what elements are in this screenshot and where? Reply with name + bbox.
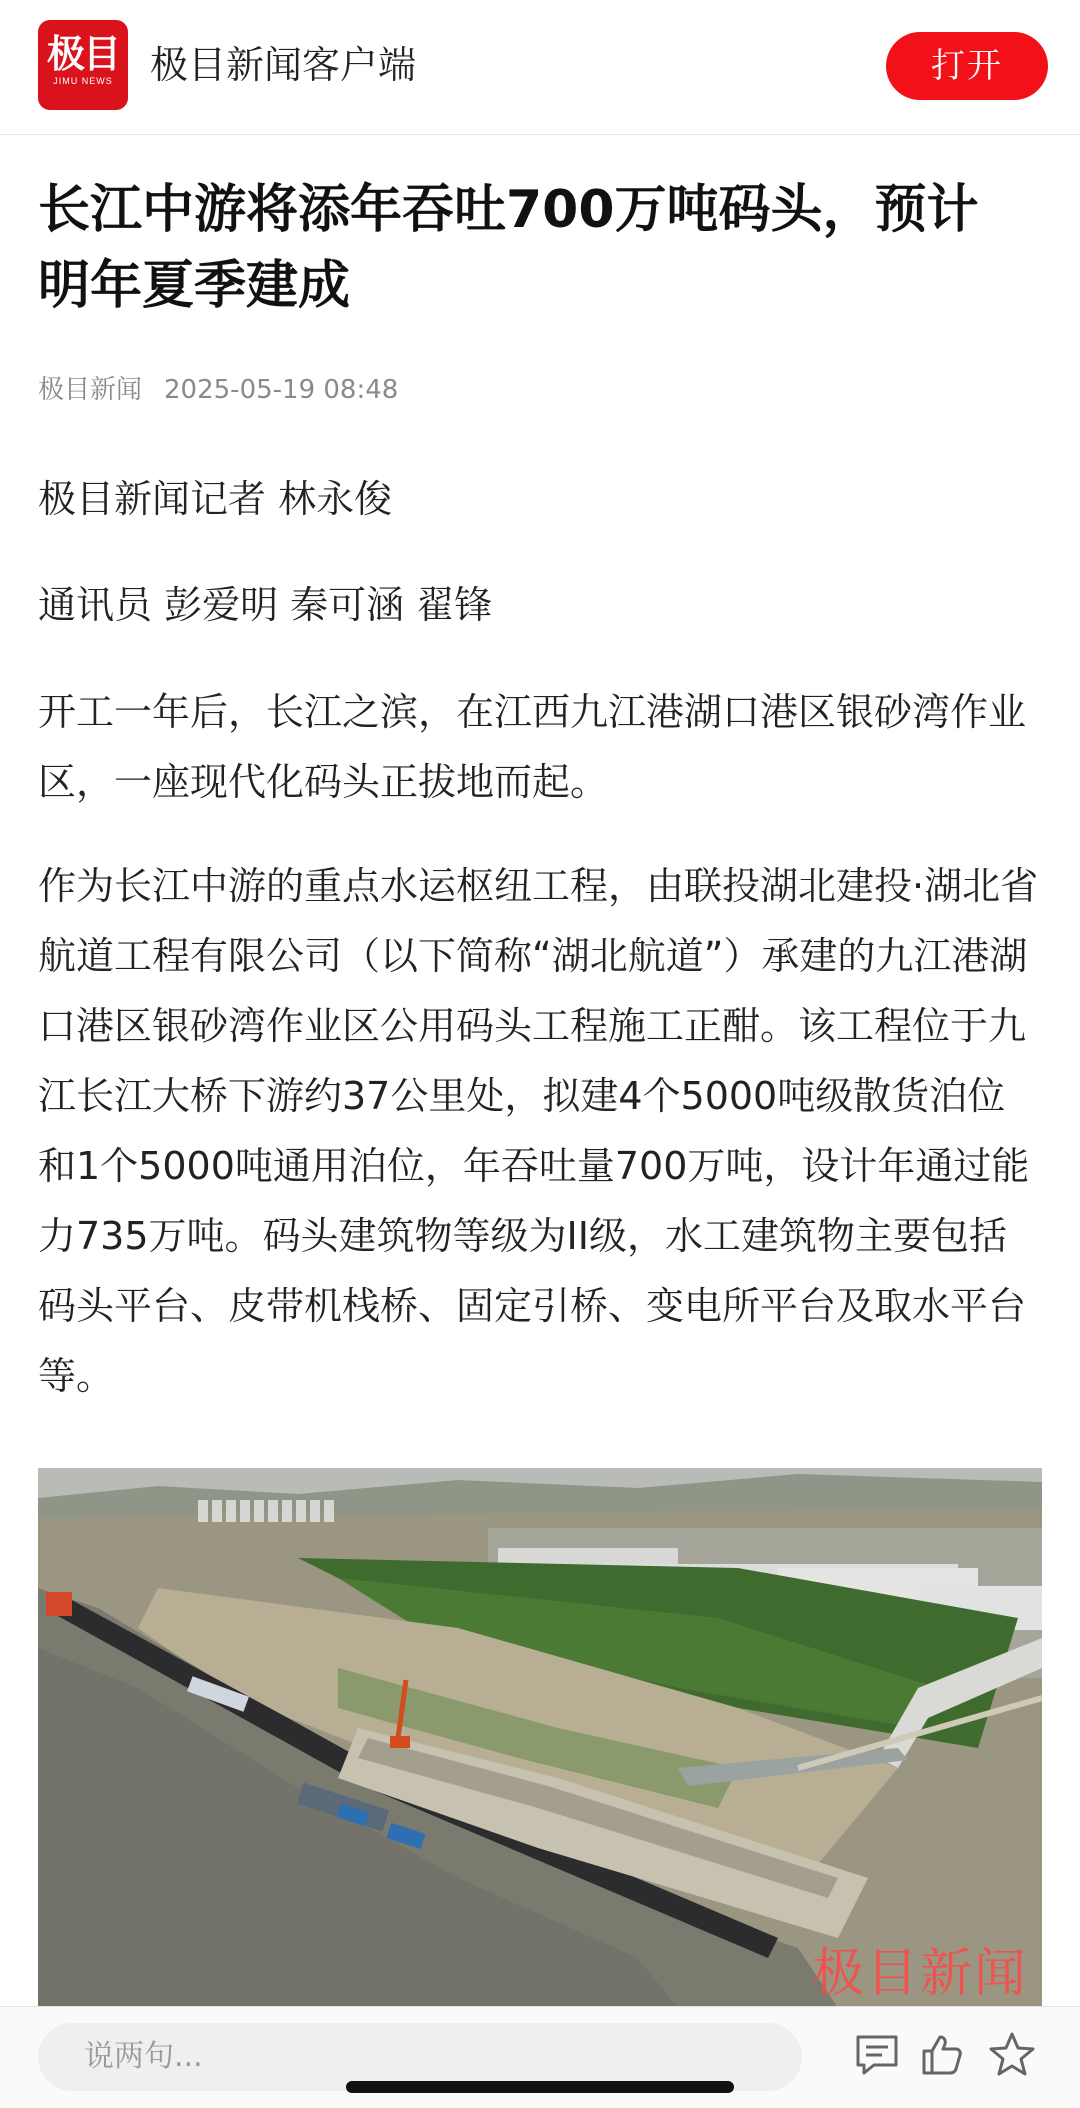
article-datetime: 2025-05-19 08:48 <box>164 375 399 405</box>
jimu-logo[interactable] <box>38 20 128 110</box>
logo-text: 极目 <box>46 31 119 76</box>
app-banner <box>0 0 1080 135</box>
open-app-button[interactable]: 打开 <box>886 32 1048 100</box>
reporter-line: 极目新闻记者 林永俊 <box>38 477 393 521</box>
aerial-construction-image <box>38 1468 1042 2008</box>
article-photo[interactable] <box>38 1468 1042 2008</box>
article-meta <box>38 372 398 408</box>
app-name: 极目新闻客户端 <box>150 43 417 87</box>
article-paragraph: 开工一年后，长江之滨，在江西九江港湖口港区银砂湾作业区，一座现代化码头正拔地而起。 <box>38 690 1027 804</box>
like-icon[interactable] <box>916 2029 968 2081</box>
article-source[interactable]: 极目新闻 <box>38 375 143 405</box>
favorite-star-icon[interactable] <box>986 2029 1038 2081</box>
correspondent-line: 通讯员 彭爱明 秦可涵 翟锋 <box>38 583 493 627</box>
comment-placeholder: 说两句... <box>84 2039 203 2074</box>
comment-icon[interactable] <box>852 2029 904 2081</box>
article-paragraph: 作为长江中游的重点水运枢纽工程，由联投湖北建投·湖北省航道工程有限公司（以下简称“湖北航道”）承建的九江港湖口港区银砂湾作业区公用码头工程施工正酣。该工程位于九江长江大桥下游约37公里处，拟建4个5000吨级散货泊位和1个5000吨通用泊位，年吞吐量700万吨，设计年通过能力735万吨。码头建筑物等级为II级，水工建筑物主要包括码头平台、皮带机栈桥、固定引桥、变电所平台及取水平台等。 <box>38 864 1039 1398</box>
article-title: 长江中游将添年吞吐700万吨码头，预计明年夏季建成 <box>38 180 979 316</box>
photo-watermark: 极目新闻 <box>811 1944 1028 2004</box>
home-indicator[interactable] <box>346 2081 734 2093</box>
bottom-bar <box>0 2006 1080 2108</box>
logo-subtext: JIMU NEWS <box>53 76 113 86</box>
